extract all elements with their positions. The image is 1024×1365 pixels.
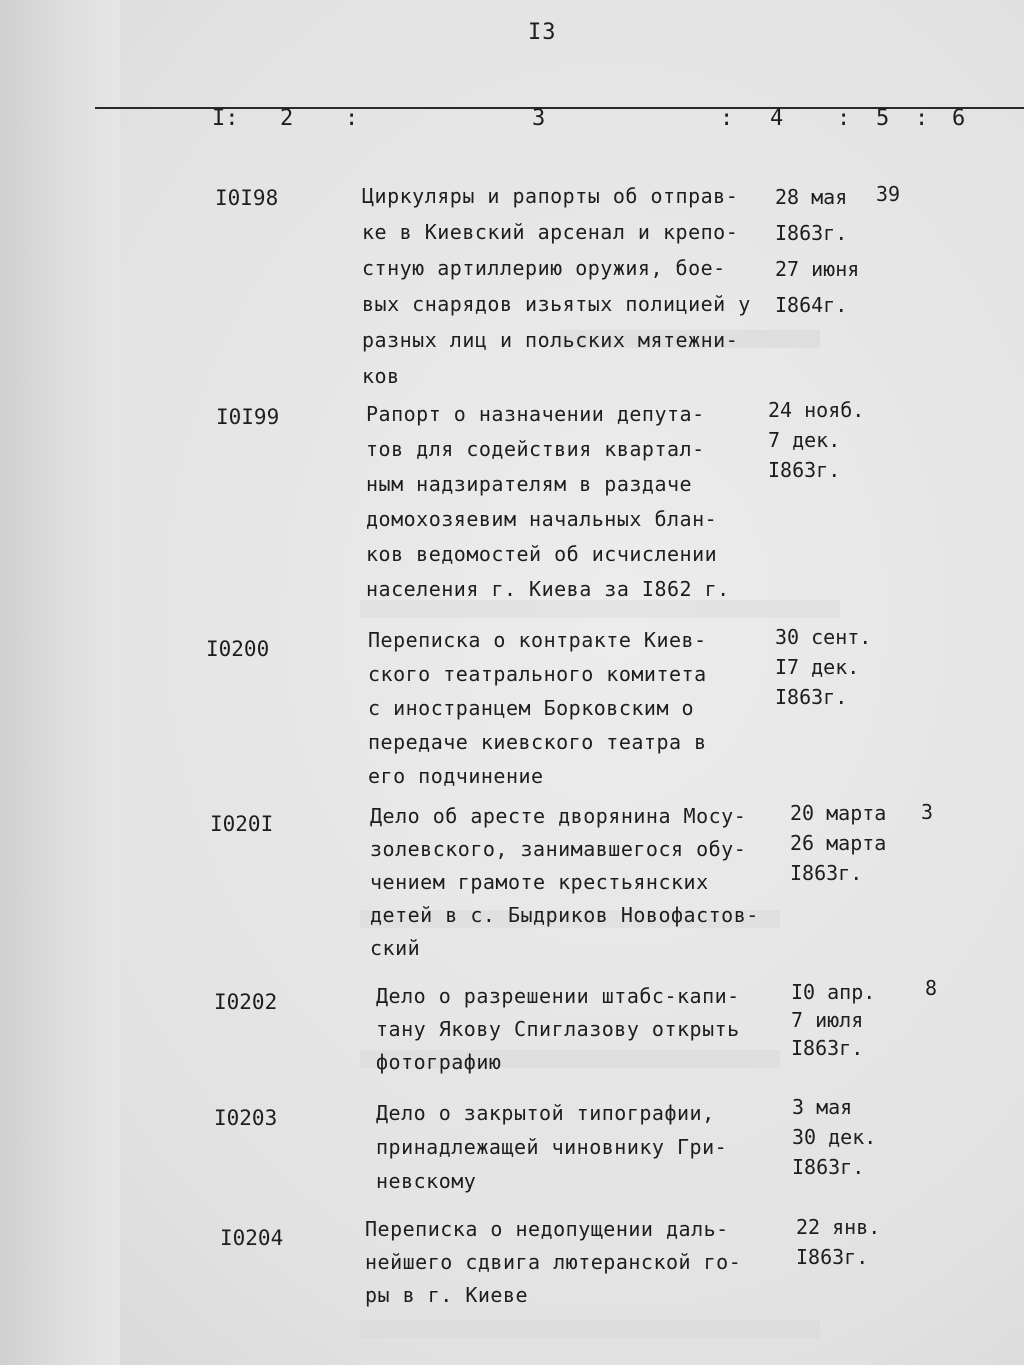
entry-title bbox=[376, 1096, 727, 1198]
entry-dates bbox=[790, 798, 886, 888]
title-line: тов для содействия квартал- bbox=[366, 437, 705, 461]
entry-dates bbox=[775, 622, 871, 712]
date-line: 3 мая bbox=[792, 1095, 853, 1119]
column-separator: : bbox=[837, 106, 851, 131]
date-line: I863г. bbox=[791, 1036, 864, 1060]
title-line: ского театрального комитета bbox=[368, 662, 707, 686]
entry-dates bbox=[791, 978, 875, 1062]
date-line: I7 дек. bbox=[775, 655, 860, 679]
entry-title bbox=[366, 397, 730, 607]
date-line: 20 марта bbox=[790, 801, 887, 825]
title-line: Переписка о контракте Киев- bbox=[368, 628, 707, 652]
column-header-4: 4 bbox=[770, 106, 784, 131]
date-line: 7 дек. bbox=[768, 428, 841, 452]
date-line: I863г. bbox=[768, 458, 841, 482]
column-header-1: I: bbox=[212, 106, 239, 131]
title-line: ным надзирателям в раздаче bbox=[366, 472, 693, 496]
date-line: 22 янв. bbox=[796, 1215, 881, 1239]
title-line: Дело об аресте дворянина Мосу- bbox=[370, 804, 747, 828]
title-line: ке в Киевский арсенал и крепо- bbox=[362, 220, 739, 244]
entry-id: I0I98 bbox=[215, 186, 279, 210]
entry-id: I0200 bbox=[206, 637, 270, 661]
date-line: I864г. bbox=[775, 293, 848, 317]
entry-dates bbox=[792, 1092, 876, 1182]
title-line: принадлежащей чиновнику Гри- bbox=[376, 1135, 728, 1159]
entry-sheet-count: 39 bbox=[876, 182, 901, 206]
entry-title bbox=[376, 980, 740, 1079]
entry-dates bbox=[796, 1212, 880, 1272]
date-line: I863г. bbox=[790, 861, 863, 885]
date-line: I0 апр. bbox=[791, 980, 876, 1004]
entry-id: I0204 bbox=[220, 1226, 284, 1250]
title-line: ков ведомостей об исчислении bbox=[366, 542, 718, 566]
column-separator: : bbox=[345, 106, 359, 131]
title-line: ков bbox=[362, 364, 400, 388]
entry-title bbox=[362, 178, 751, 394]
date-line: 26 марта bbox=[790, 831, 887, 855]
entry-title bbox=[365, 1213, 741, 1312]
entry-dates bbox=[775, 179, 859, 323]
title-line: Дело о разрешении штабс-капи- bbox=[376, 984, 740, 1008]
title-line: его подчинение bbox=[368, 764, 544, 788]
title-line: тану Якову Спиглазову открыть bbox=[376, 1017, 740, 1041]
column-separator: : bbox=[720, 106, 734, 131]
title-line: детей в с. Быдриков Новофастов- bbox=[370, 903, 759, 927]
date-line: 28 мая bbox=[775, 185, 848, 209]
title-line: Циркуляры и рапорты об отправ- bbox=[362, 184, 739, 208]
date-line: I863г. bbox=[792, 1155, 865, 1179]
title-line: фотографию bbox=[376, 1050, 502, 1074]
entry-title bbox=[370, 800, 759, 965]
date-line: 24 нояб. bbox=[768, 398, 865, 422]
title-line: ский bbox=[370, 936, 421, 960]
title-line: Переписка о недопущении даль- bbox=[365, 1217, 729, 1241]
title-line: населения г. Киева за I862 г. bbox=[366, 577, 730, 601]
date-line: 30 сент. bbox=[775, 625, 872, 649]
bleed-through-mark bbox=[360, 1320, 820, 1338]
date-line: I863г. bbox=[775, 221, 848, 245]
page-number: I3 bbox=[528, 20, 557, 45]
title-line: разных лиц и польских мятежни- bbox=[362, 328, 739, 352]
title-line: чением грамоте крестьянских bbox=[370, 870, 709, 894]
title-line: домохозяевим начальных блан- bbox=[366, 507, 718, 531]
column-header-5: 5 bbox=[876, 106, 890, 131]
date-line: 7 июля bbox=[791, 1008, 864, 1032]
entry-id: I0I99 bbox=[216, 405, 280, 429]
date-line: 30 дек. bbox=[792, 1125, 877, 1149]
title-line: нейшего сдвига лютеранской го- bbox=[365, 1250, 742, 1274]
title-line: Рапорт о назначении депута- bbox=[366, 402, 705, 426]
entry-id: I0203 bbox=[214, 1106, 278, 1130]
title-line: с иностранцем Борковским о bbox=[368, 696, 695, 720]
column-header-2: 2 bbox=[280, 106, 294, 131]
date-line: I863г. bbox=[796, 1245, 869, 1269]
title-line: ры в г. Киеве bbox=[365, 1283, 529, 1307]
entry-sheet-count: 8 bbox=[925, 976, 938, 1000]
title-line: вых снарядов изьятых полицией у bbox=[362, 292, 751, 316]
column-header-6: 6 bbox=[952, 106, 966, 131]
column-header-3: 3 bbox=[532, 106, 546, 131]
title-line: передаче киевского театра в bbox=[368, 730, 707, 754]
title-line: стную артиллерию оружия, бое- bbox=[362, 256, 726, 280]
title-line: Дело о закрытой типографии, bbox=[376, 1101, 715, 1125]
column-separator: : bbox=[915, 106, 929, 131]
entry-title bbox=[368, 623, 707, 793]
title-line: невскому bbox=[376, 1169, 477, 1193]
date-line: 27 июня bbox=[775, 257, 860, 281]
entry-dates bbox=[768, 395, 864, 485]
entry-sheet-count: 3 bbox=[921, 800, 934, 824]
date-line: I863г. bbox=[775, 685, 848, 709]
entry-id: I0202 bbox=[214, 990, 278, 1014]
entry-id: I020I bbox=[210, 812, 274, 836]
page-spine-shadow bbox=[0, 0, 120, 1365]
title-line: золевского, занимавшегося обу- bbox=[370, 837, 747, 861]
